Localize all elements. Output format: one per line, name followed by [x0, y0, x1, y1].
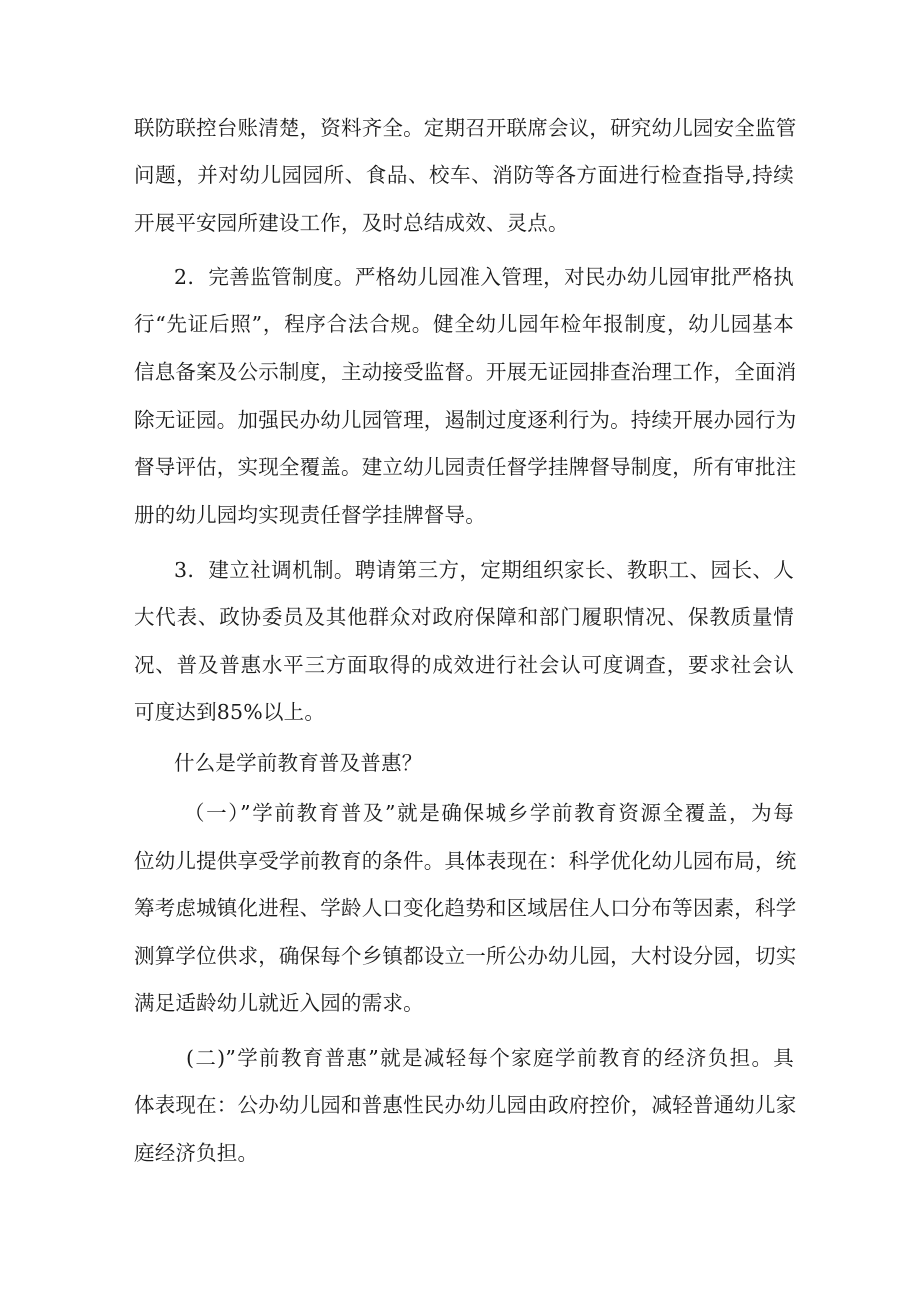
paragraph-line: 位幼儿提供享受学前教育的条件。具体表现在：科学优化幼儿园布局，统 — [134, 849, 797, 873]
paragraph-line: 满足适龄幼儿就近入园的需求。 — [134, 991, 424, 1015]
paragraph-line: 问题，并对幼儿园园所、食品、校车、消防等各方面进行检查指导,持续 — [134, 163, 794, 187]
paragraph-line: 联防联控台账清楚，资料齐全。定期召开联席会议，研究幼儿园安全监管 — [134, 116, 797, 140]
paragraph-line: 体表现在：公办幼儿园和普惠性民办幼儿园由政府控价，减轻普通幼儿家 — [134, 1093, 797, 1117]
paragraph-line: 除无证园。加强民办幼儿园管理，遏制过度逐利行为。持续开展办园行为 — [134, 408, 797, 432]
paragraph-line: 3．建立社调机制。聘请第三方，定期组织家长、教职工、园长、人 — [174, 558, 794, 582]
paragraph-line: (二)”学前教育普惠”就是减轻每个家庭学前教育的经济负担。具 — [186, 1046, 794, 1070]
paragraph-line: 可度达到85%以上。 — [134, 700, 326, 724]
paragraph-line: 大代表、政协委员及其他群众对政府保障和部门履职情况、保教质量情 — [134, 605, 794, 629]
paragraph-line: （一）”学前教育普及”就是确保城乡学前教育资源全覆盖，为每 — [184, 801, 794, 825]
paragraph-line: 2．完善监管制度。严格幼儿园准入管理，对民办幼儿园审批严格执 — [174, 265, 794, 289]
paragraph-line: 测算学位供求，确保每个乡镇都设立一所公办幼儿园，大村设分园，切实 — [134, 944, 797, 968]
section-question: 什么是学前教育普及普惠？ — [174, 751, 423, 775]
paragraph-line: 况、普及普惠水平三方面取得的成效进行社会认可度调查，要求社会认 — [134, 653, 794, 677]
paragraph-line: 行“先证后照”，程序合法合规。健全幼儿园年检年报制度，幼儿园基本 — [134, 312, 794, 336]
paragraph-line: 开展平安园所建设工作，及时总结成效、灵点。 — [134, 211, 569, 235]
paragraph-line: 信息备案及公示制度，主动接受监督。开展无证园排查治理工作，全面消 — [134, 360, 797, 384]
paragraph-line: 册的幼儿园均实现责任督学挂牌督导。 — [134, 503, 486, 527]
paragraph-line: 督导评估，实现全覆盖。建立幼儿园责任督学挂牌督导制度，所有审批注 — [134, 455, 797, 479]
paragraph-line: 筹考虑城镇化进程、学龄人口变化趋势和区域居住人口分布等因素，科学 — [134, 896, 797, 920]
paragraph-line: 庭经济负担。 — [134, 1141, 259, 1165]
